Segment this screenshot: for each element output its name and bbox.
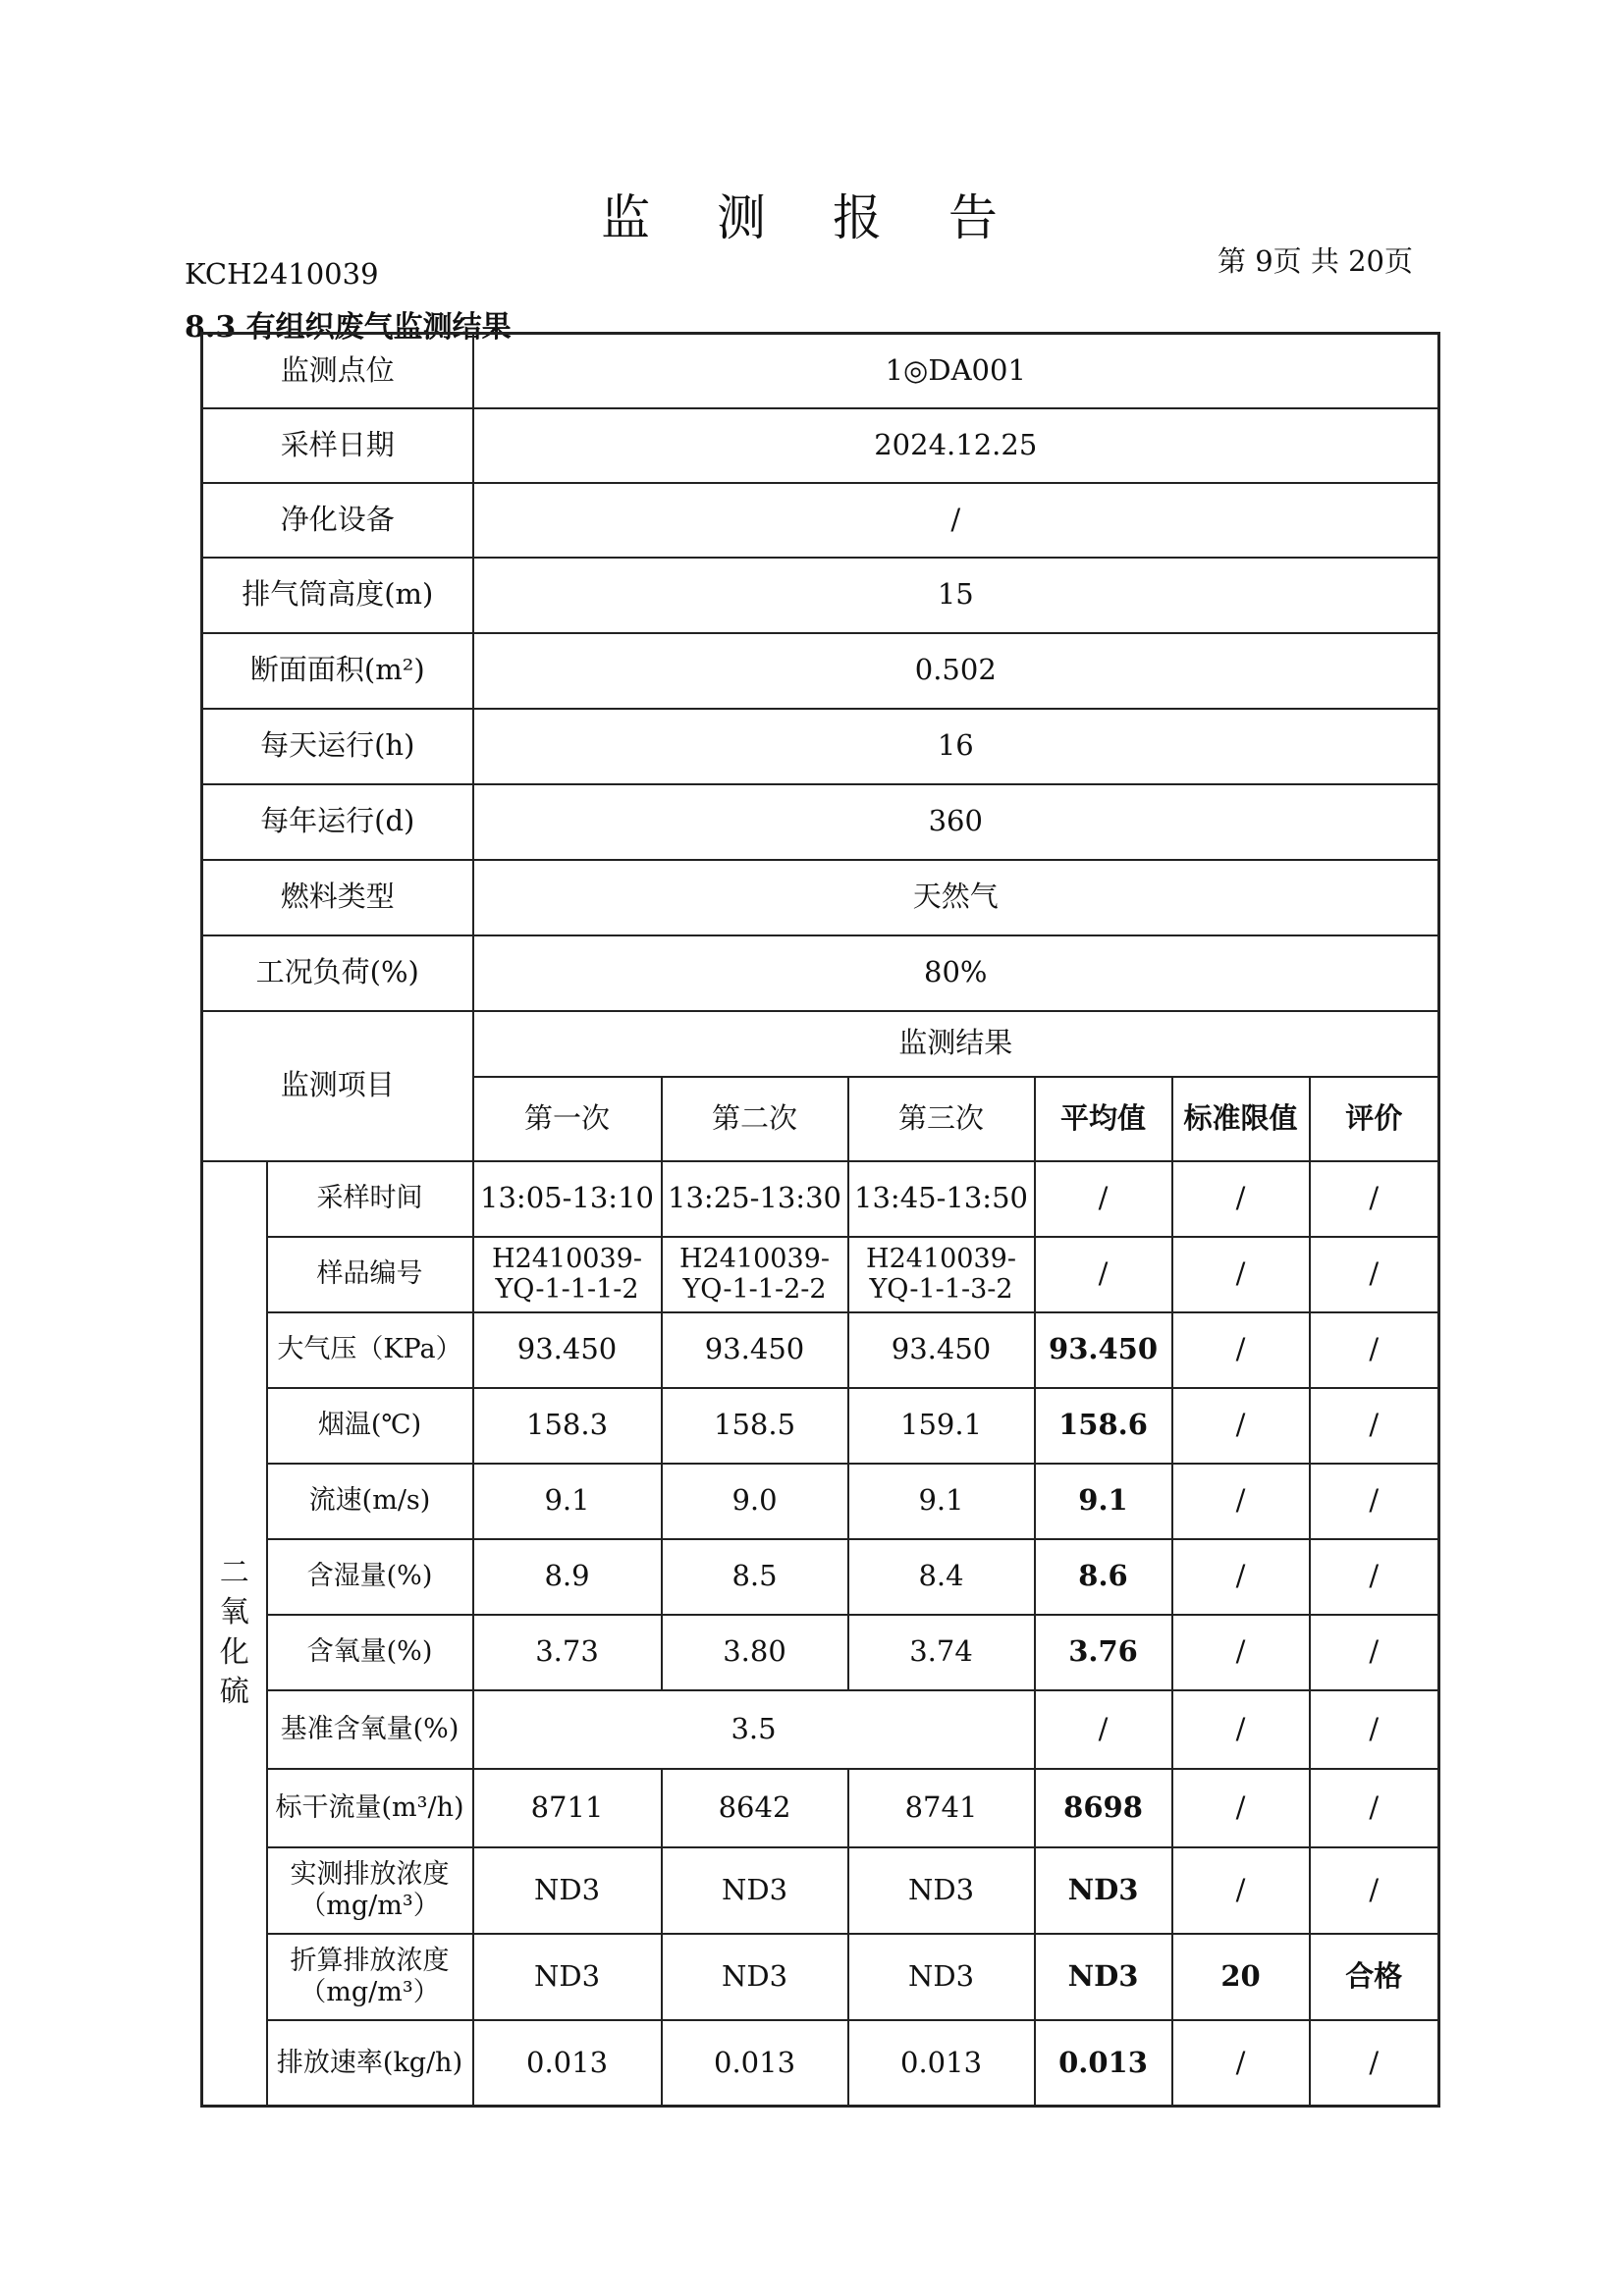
evaluation-value: 合格 <box>1310 1934 1439 2020</box>
average-value: ND3 <box>1035 1847 1172 1934</box>
average-value: ND3 <box>1035 1934 1172 2020</box>
third-value: 3.74 <box>848 1615 1035 1690</box>
col-evaluation-header: 评价 <box>1310 1077 1439 1161</box>
row-label: 大气压（KPa） <box>267 1312 473 1388</box>
row-label: 基准含氧量(%) <box>267 1690 473 1769</box>
row-label: 流速(m/s) <box>267 1464 473 1539</box>
info-value: 16 <box>473 709 1439 784</box>
info-value: 1◎DA001 <box>473 334 1439 408</box>
result-row <box>202 1312 1439 1388</box>
first-value: ND3 <box>473 1847 662 1934</box>
limit-value: 20 <box>1172 1934 1310 2020</box>
average-value: / <box>1035 1690 1172 1769</box>
info-label: 燃料类型 <box>202 860 473 935</box>
second-value: ND3 <box>662 1847 848 1934</box>
col-limit-header: 标准限值 <box>1172 1077 1310 1161</box>
limit-value: / <box>1172 1769 1310 1847</box>
info-value: 15 <box>473 558 1439 633</box>
third-value: 93.450 <box>848 1312 1035 1388</box>
info-label: 净化设备 <box>202 483 473 558</box>
info-label: 排气筒高度(m) <box>202 558 473 633</box>
col-second-header: 第二次 <box>662 1077 848 1161</box>
first-value: 3.73 <box>473 1615 662 1690</box>
first-value: 93.450 <box>473 1312 662 1388</box>
info-label: 每年运行(d) <box>202 784 473 860</box>
first-value: 0.013 <box>473 2020 662 2107</box>
evaluation-value: / <box>1310 1539 1439 1615</box>
info-row <box>202 709 1439 784</box>
limit-value: / <box>1172 1464 1310 1539</box>
pollutant-label: 二 氧 化 硫 <box>202 1161 267 2107</box>
info-row <box>202 633 1439 709</box>
row-label: 含氧量(%) <box>267 1615 473 1690</box>
evaluation-value: / <box>1310 1847 1439 1934</box>
third-value: 8741 <box>848 1769 1035 1847</box>
evaluation-value: / <box>1310 1161 1439 1237</box>
second-value: ND3 <box>662 1934 848 2020</box>
results-header-row <box>202 1011 1439 1077</box>
info-value: 0.502 <box>473 633 1439 709</box>
row-label: 样品编号 <box>267 1237 473 1312</box>
third-value: ND3 <box>848 1934 1035 2020</box>
third-value: 8.4 <box>848 1539 1035 1615</box>
first-value: 158.3 <box>473 1388 662 1464</box>
evaluation-value: / <box>1310 1464 1439 1539</box>
result-row <box>202 1690 1439 1769</box>
section-heading: 8.3 有组织废气监测结果 <box>185 310 512 345</box>
monitoring-item-header: 监测项目 <box>202 1011 473 1161</box>
info-value: 天然气 <box>473 860 1439 935</box>
third-value: H2410039-YQ-1-1-3-2 <box>848 1237 1035 1312</box>
second-value: 158.5 <box>662 1388 848 1464</box>
merged-value: 3.5 <box>473 1690 1035 1769</box>
row-label: 含湿量(%) <box>267 1539 473 1615</box>
average-value: 0.013 <box>1035 2020 1172 2107</box>
row-label: 实测排放浓度（mg/m³） <box>267 1847 473 1934</box>
limit-value: / <box>1172 1690 1310 1769</box>
second-value: 0.013 <box>662 2020 848 2107</box>
third-value: 0.013 <box>848 2020 1035 2107</box>
second-value: 8642 <box>662 1769 848 1847</box>
evaluation-value: / <box>1310 1312 1439 1388</box>
info-label: 工况负荷(%) <box>202 935 473 1011</box>
row-label: 采样时间 <box>267 1161 473 1237</box>
average-value: 8.6 <box>1035 1539 1172 1615</box>
evaluation-value: / <box>1310 2020 1439 2107</box>
col-average-header: 平均值 <box>1035 1077 1172 1161</box>
info-label: 采样日期 <box>202 408 473 483</box>
limit-value: / <box>1172 1312 1310 1388</box>
third-value: 9.1 <box>848 1464 1035 1539</box>
info-label: 每天运行(h) <box>202 709 473 784</box>
limit-value: / <box>1172 1615 1310 1690</box>
second-value: H2410039-YQ-1-1-2-2 <box>662 1237 848 1312</box>
average-value: 8698 <box>1035 1769 1172 1847</box>
row-label: 烟温(℃) <box>267 1388 473 1464</box>
evaluation-value: / <box>1310 1690 1439 1769</box>
second-value: 8.5 <box>662 1539 848 1615</box>
limit-value: / <box>1172 2020 1310 2107</box>
row-label: 排放速率(kg/h) <box>267 2020 473 2107</box>
result-row <box>202 1615 1439 1690</box>
evaluation-value: / <box>1310 1615 1439 1690</box>
limit-value: / <box>1172 1539 1310 1615</box>
first-value: 9.1 <box>473 1464 662 1539</box>
result-row <box>202 1237 1439 1312</box>
second-value: 93.450 <box>662 1312 848 1388</box>
info-row <box>202 558 1439 633</box>
row-label: 折算排放浓度（mg/m³） <box>267 1934 473 2020</box>
second-value: 3.80 <box>662 1615 848 1690</box>
info-value: 360 <box>473 784 1439 860</box>
report-number: KCH2410039 <box>185 257 379 291</box>
limit-value: / <box>1172 1847 1310 1934</box>
average-value: 9.1 <box>1035 1464 1172 1539</box>
first-value: 8711 <box>473 1769 662 1847</box>
info-row <box>202 860 1439 935</box>
third-value: 159.1 <box>848 1388 1035 1464</box>
result-row <box>202 1464 1439 1539</box>
result-row <box>202 1769 1439 1847</box>
limit-value: / <box>1172 1388 1310 1464</box>
info-value: 80% <box>473 935 1439 1011</box>
first-value: ND3 <box>473 1934 662 2020</box>
third-value: ND3 <box>848 1847 1035 1934</box>
average-value: 3.76 <box>1035 1615 1172 1690</box>
average-value: 93.450 <box>1035 1312 1172 1388</box>
result-row <box>202 1161 1439 1237</box>
info-value: / <box>473 483 1439 558</box>
col-first-header: 第一次 <box>473 1077 662 1161</box>
first-value: H2410039-YQ-1-1-1-2 <box>473 1237 662 1312</box>
average-value: / <box>1035 1161 1172 1237</box>
result-row <box>202 1539 1439 1615</box>
info-row <box>202 784 1439 860</box>
page-info: 第 9页 共 20页 <box>1218 244 1414 278</box>
result-row <box>202 1847 1439 1934</box>
info-row <box>202 483 1439 558</box>
monitoring-results-header: 监测结果 <box>473 1011 1439 1077</box>
limit-value: / <box>1172 1237 1310 1312</box>
col-third-header: 第三次 <box>848 1077 1035 1161</box>
first-value: 13:05-13:10 <box>473 1161 662 1237</box>
average-value: / <box>1035 1237 1172 1312</box>
evaluation-value: / <box>1310 1237 1439 1312</box>
evaluation-value: / <box>1310 1388 1439 1464</box>
first-value: 8.9 <box>473 1539 662 1615</box>
monitoring-results-table <box>200 332 1440 2108</box>
report-title: 监 测 报 告 <box>601 189 1023 246</box>
row-label: 标干流量(m³/h) <box>267 1769 473 1847</box>
result-row <box>202 1934 1439 2020</box>
second-value: 13:25-13:30 <box>662 1161 848 1237</box>
result-row <box>202 2020 1439 2107</box>
second-value: 9.0 <box>662 1464 848 1539</box>
info-row <box>202 408 1439 483</box>
info-label: 监测点位 <box>202 334 473 408</box>
third-value: 13:45-13:50 <box>848 1161 1035 1237</box>
evaluation-value: / <box>1310 1769 1439 1847</box>
average-value: 158.6 <box>1035 1388 1172 1464</box>
info-value: 2024.12.25 <box>473 408 1439 483</box>
info-label: 断面面积(m²) <box>202 633 473 709</box>
info-row <box>202 334 1439 408</box>
limit-value: / <box>1172 1161 1310 1237</box>
result-row <box>202 1388 1439 1464</box>
info-row <box>202 935 1439 1011</box>
